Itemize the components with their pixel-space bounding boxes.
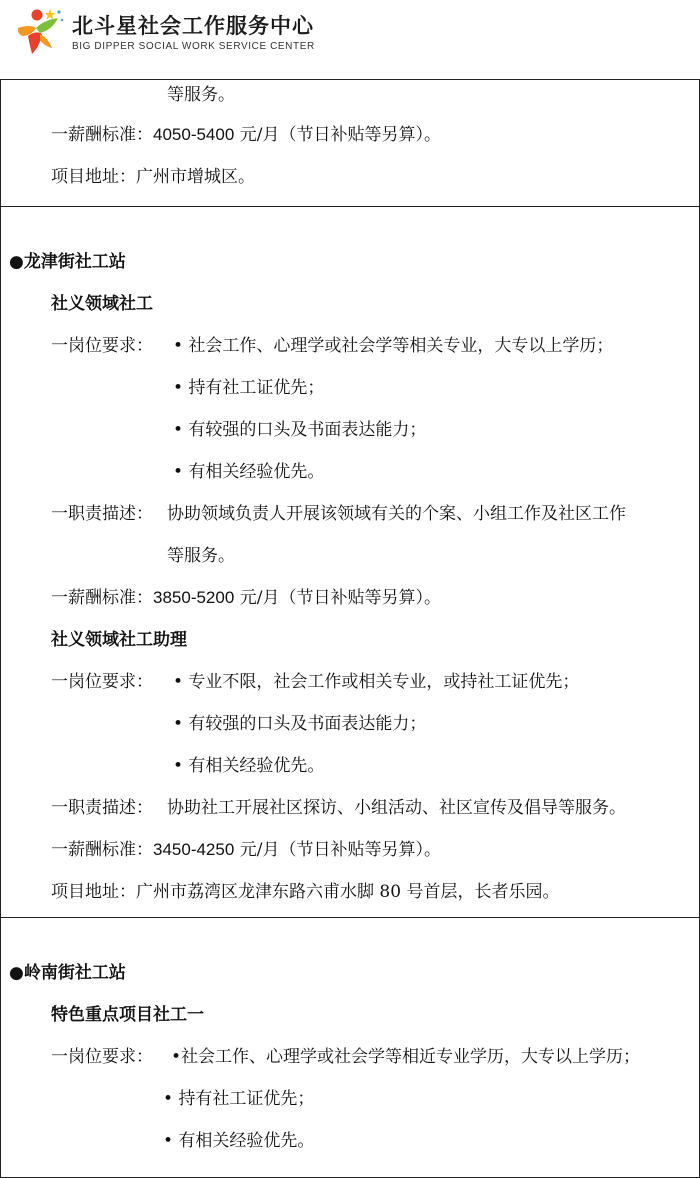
requirement-item: •社会工作、心理学或社会学等相近专业学历，大专以上学历； (171, 1047, 641, 1067)
duty-continuation: 等服务。 (167, 546, 235, 566)
requirement-item: • 有较强的口头及书面表达能力； (173, 420, 427, 440)
requirement-item: • 有相关经验优先。 (163, 1131, 315, 1151)
requirement-label: 一岗位要求： (51, 336, 153, 356)
salary-row (51, 114, 441, 156)
requirement-item: • 有较强的口头及书面表达能力； (173, 714, 427, 734)
position-title: 社义领域社工 (51, 294, 153, 314)
duty-label: 一职责描述： (51, 798, 153, 818)
salary-row (51, 829, 441, 871)
brand-name-cn: 北斗星社会工作服务中心 (72, 14, 314, 38)
job-table (0, 79, 700, 1178)
salary-unit: 元/月（节日补贴等另算）。 (234, 125, 441, 145)
position-title: 特色重点项目社工一 (51, 1005, 204, 1025)
salary-value: 4050-5400 (153, 125, 235, 144)
salary-row (51, 577, 441, 619)
salary-label: 一薪酬标准： (51, 125, 153, 145)
page-header (0, 0, 700, 64)
position-title: 社义领域社工助理 (51, 630, 187, 650)
requirement-label: 一岗位要求： (51, 672, 153, 692)
job-block-longjin (1, 206, 699, 917)
salary-value: 3450-4250 (153, 840, 235, 859)
job-block-zengcheng (1, 80, 699, 206)
salary-unit: 元/月（节日补贴等另算）。 (234, 588, 441, 608)
station-title: ●龙津街社工站 (9, 252, 126, 272)
requirement-item: • 持有社工证优先； (173, 378, 325, 398)
duty-text: 协助领域负责人开展该领域有关的个案、小组工作及社区工作 (167, 504, 626, 524)
project-address: 项目地址：广州市增城区。 (51, 167, 255, 187)
requirement-item: • 有相关经验优先。 (173, 462, 325, 482)
big-dipper-logo (14, 6, 66, 56)
duty-text: 协助社工开展社区探访、小组活动、社区宣传及倡导等服务。 (167, 798, 626, 818)
job-block-lingnan (1, 917, 699, 1177)
duty-continuation: 等服务。 (167, 85, 235, 105)
requirement-item: • 持有社工证优先； (163, 1089, 315, 1109)
project-address: 项目地址：广州市荔湾区龙津东路六甫水脚 80 号首层，长者乐园。 (51, 882, 560, 902)
requirement-label: 一岗位要求： (51, 1047, 153, 1067)
salary-value: 3850-5200 (153, 588, 235, 607)
requirement-item: • 专业不限，社会工作或相关专业，或持社工证优先； (173, 672, 580, 692)
duty-label: 一职责描述： (51, 504, 153, 524)
brand-name-en: BIG DIPPER SOCIAL WORK SERVICE CENTER (72, 41, 315, 52)
requirement-item: • 有相关经验优先。 (173, 756, 325, 776)
salary-label: 一薪酬标准： (51, 840, 153, 860)
salary-unit: 元/月（节日补贴等另算）。 (234, 840, 441, 860)
salary-label: 一薪酬标准： (51, 588, 153, 608)
station-title: ●岭南街社工站 (9, 963, 126, 983)
requirement-item: • 社会工作、心理学或社会学等相关专业，大专以上学历； (173, 336, 614, 356)
